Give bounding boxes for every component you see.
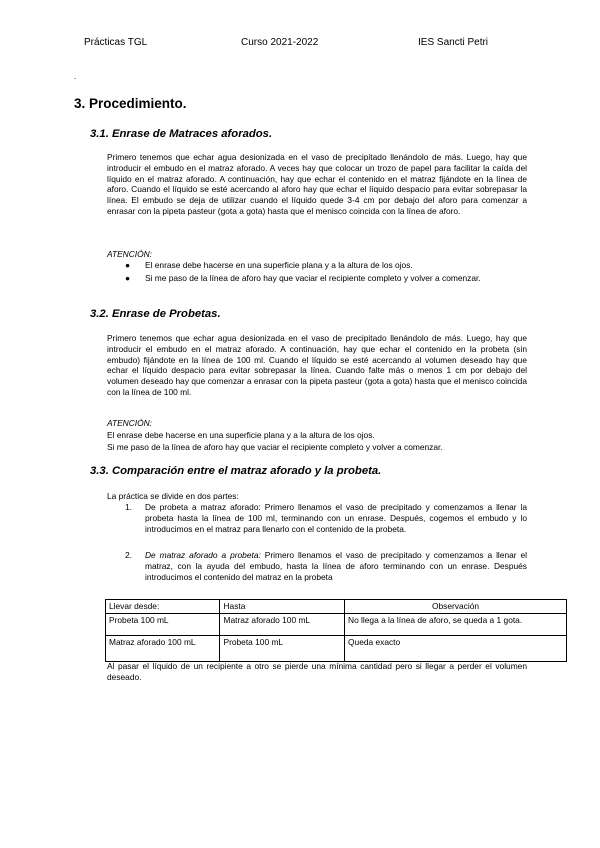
table-row	[106, 613, 567, 635]
table-cell: Probeta 100 mL	[220, 635, 345, 661]
table-header-row	[106, 600, 567, 614]
bullet-item: El enrase debe hacerse en una superficie plana y a la altura de los ojos.	[145, 260, 413, 270]
table-header: Observación	[345, 600, 567, 614]
list-number: 1.	[125, 502, 132, 512]
list-item-text: Primero llenamos el vaso de precipitado y comenzamos a llenar el matraz, con la ayuda del embudo, hasta la línea de aforo terminando con un enrase. Después introducimos el contenido del matraz en la probeta	[145, 550, 527, 582]
subsection-3-2-title: 3.2. Enrase de Probetas.	[90, 308, 221, 320]
bullet-icon: ●	[125, 260, 131, 270]
list-item	[145, 502, 527, 534]
table-header: Hasta	[220, 600, 345, 614]
table-row	[106, 635, 567, 661]
attention-label: ATENCIÓN:	[107, 249, 152, 259]
list-number: 2.	[125, 550, 132, 560]
table-cell: No llega a la línea de aforo, se queda a 1 gota.	[345, 613, 567, 635]
subsection-3-2-paragraph: Primero tenemos que echar agua desionizada en el vaso de precipitado llenándolo de más. Luego, hay que introducir el embudo en el matraz aforado. A continuación, hay que echar el contenido en la probeta (sin embudo) fijándote en la línea de 100 ml. Cuando el líquido se esté acercando al volumen deseado hay que echar el líquido despacio para evitar sobrepasar la línea. Cuando falte más o menos 1 cm por debajo del volumen deseado hay que comenzar a enrasar con la pipeta pasteur (gota a gota) hasta que el menisco coincida con la línea de 100 ml.	[107, 333, 527, 397]
list-item-text: De probeta a matraz aforado: Primero llenamos el vaso de precipitado y comenzamos a llenar la probeta hasta la línea de 100 ml, terminando con un enrase. Después, cogemos el embudo y lo introducimos en el matraz para llenarlo con el contenido de la probeta.	[145, 502, 527, 534]
table-cell: Matraz aforado 100 mL	[220, 613, 345, 635]
intro-line: La práctica se divide en dos partes:	[107, 491, 239, 501]
note-line: Si me paso de la línea de aforo hay que vaciar el recipiente completo y volver a comenzar.	[107, 442, 443, 452]
table-cell: Queda exacto	[345, 635, 567, 661]
header-left: Prácticas TGL	[84, 37, 148, 48]
header-center: Curso 2021-2022	[241, 37, 319, 48]
section-title: 3. Procedimiento.	[74, 96, 187, 111]
table-cell: Matraz aforado 100 mL	[106, 635, 220, 661]
list-item-lead: De matraz aforado a probeta:	[145, 550, 261, 560]
subsection-3-1-title: 3.1. Enrase de Matraces aforados.	[90, 128, 273, 140]
list-item	[145, 550, 527, 582]
attention-label: ATENCIÓN:	[107, 418, 152, 428]
subsection-3-3-title: 3.3. Comparación entre el matraz aforado y la probeta.	[90, 465, 382, 477]
stray-mark: .	[74, 72, 77, 81]
comparison-table	[105, 599, 567, 662]
bullet-item: Si me paso de la línea de aforo hay que vaciar el recipiente completo y volver a comenzar.	[145, 273, 481, 283]
subsection-3-1-paragraph: Primero tenemos que echar agua desionizada en el vaso de precipitado llenándolo de más. Luego, hay que introducir el embudo en el matraz aforado. A veces hay que colocar un trozo de papel para facilitar la caída del líquido en el matraz aforado. A continuación, hay que echar el contenido en el matraz fijándote en la línea de aforo. Cuando el líquido se esté acercando al aforo hay que echar el líquido despacio para evitar sobrepasar la línea. El embudo se deja de utilizar cuando el líquido quede 3-4 cm por debajo del aforo para comenzar a enrasar con la pipeta pasteur (gota a gota) hasta que el menisco coincida con la línea de aforo.	[107, 152, 527, 216]
header-right: IES Sancti Petri	[418, 37, 489, 48]
table-cell: Probeta 100 mL	[106, 613, 220, 635]
bullet-icon: ●	[125, 273, 131, 283]
note-line: El enrase debe hacerse en una superficie plana y a la altura de los ojos.	[107, 430, 375, 440]
conclusion-paragraph: Al pasar el líquido de un recipiente a otro se pierde una mínima cantidad pero si llegar a perder el volumen deseado.	[107, 661, 527, 682]
table-header: Llevar desde:	[106, 600, 220, 614]
